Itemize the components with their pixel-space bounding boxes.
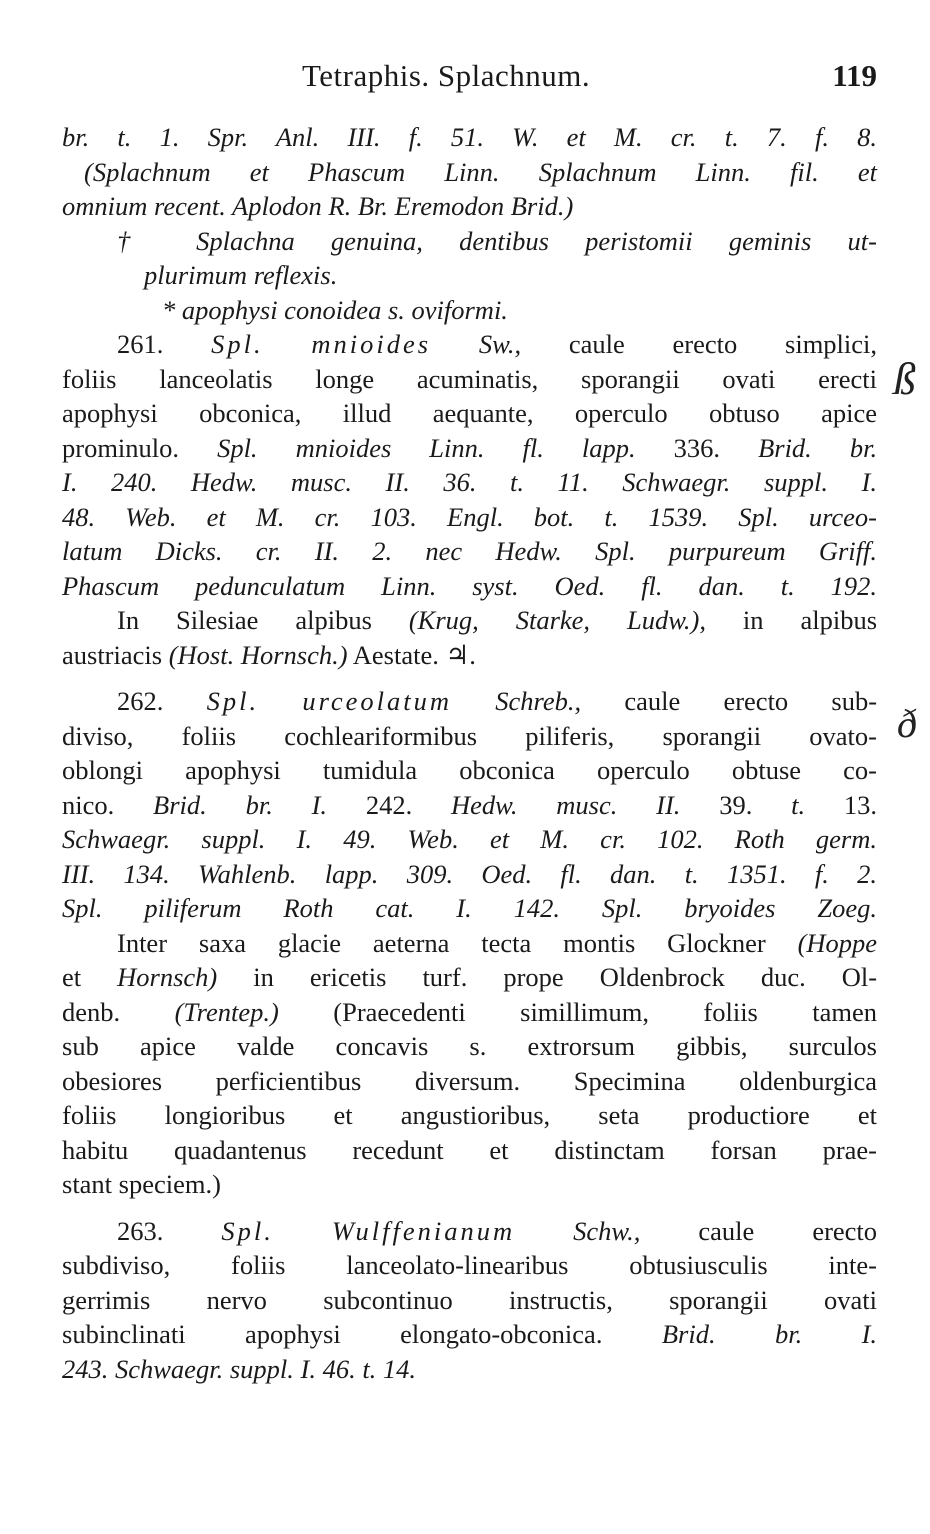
text-line: In Silesiae alpibus (Krug, Starke, Ludw.), in alpibus (117, 605, 878, 635)
text-line: 261. Spl. mnioides Sw., caule erecto simplici, (117, 329, 878, 359)
paragraph-gap (62, 1202, 877, 1214)
text-line: habitu quadantenus recedunt et distinctam forsan prae- (62, 1134, 877, 1165)
text-line: * apophysi conoidea s. oviformi. (162, 294, 508, 325)
text-line: austriacis (Host. Hornsch.) Aestate. ♃. (62, 639, 476, 670)
text-line: Phascum pedunculatum Linn. syst. Oed. fl. dan. t. 192. (62, 570, 877, 601)
text-line: obesiores perficientibus diversum. Specimina oldenburgica (62, 1065, 877, 1096)
text-line: † Splachna genuina, dentibus peristomii geminis ut- (117, 225, 877, 256)
text-line: denb. (Trentep.) (Praecedenti simillimum, foliis tamen (62, 996, 878, 1027)
text-line: Spl. piliferum Roth cat. I. 142. Spl. bryoides Zoeg. (62, 893, 877, 923)
text-line: oblongi apophysi tumidula obconica operculo obtuse co- (62, 755, 877, 785)
text-line: 48. Web. et M. cr. 103. Engl. bot. t. 1539. Spl. urceo- (62, 501, 877, 532)
text-line: III. 134. Wahlenb. lapp. 309. Oed. fl. dan. t. 1351. f. 2. (62, 858, 877, 889)
page-header (62, 58, 877, 98)
page-body (62, 120, 877, 1386)
text-line: gerrimis nervo subcontinuo instructis, sporangii ovati (62, 1284, 877, 1315)
text-line: br. t. 1. Spr. Anl. III. f. 51. W. et M. cr. t. 7. f. 8. (62, 122, 877, 152)
text-line: plurimum reflexis. (144, 260, 338, 290)
margin-note: ß (893, 353, 916, 404)
text-line: Schwaegr. suppl. I. 49. Web. et M. cr. 102. Roth germ. (62, 824, 877, 854)
text-line: Inter saxa glacie aeterna tecta montis Glockner (Hoppe (117, 927, 878, 958)
running-title: Tetraphis. Splachnum. (302, 58, 591, 93)
text-line: I. 240. Hedw. musc. II. 36. t. 11. Schwaegr. suppl. I. (62, 467, 877, 497)
paragraph-gap (62, 672, 877, 684)
text-line: et Hornsch) in ericetis turf. prope Oldenbrock duc. Ol- (62, 962, 878, 992)
text-line: nico. Brid. br. I. 242. Hedw. musc. II. 39. t. 13. (62, 789, 878, 820)
text-line: subinclinati apophysi elongato-obconica. Brid. br. I. (62, 1319, 878, 1349)
page-number: 119 (832, 58, 877, 93)
text-line: prominulo. Spl. mnioides Linn. fl. lapp. 336. Brid. br. (62, 432, 878, 463)
margin-note: ð (897, 701, 917, 746)
text-line: subdiviso, foliis lanceolato-linearibus obtusiusculis inte- (62, 1250, 877, 1280)
text-line: (Splachnum et Phascum Linn. Splachnum Linn. fil. et (84, 156, 877, 187)
text-line: diviso, foliis cochleariformibus piliferis, sporangii ovato- (62, 720, 877, 751)
text-line: stant speciem.) (62, 1169, 221, 1199)
text-line: 263. Spl. Wulffenianum Schw., caule erecto (117, 1215, 878, 1246)
text-line: foliis lanceolatis longe acuminatis, sporangii ovati erecti (62, 363, 877, 394)
text-line: sub apice valde concavis s. extrorsum gibbis, surculos (62, 1031, 877, 1061)
text-line: latum Dicks. cr. II. 2. nec Hedw. Spl. purpureum Griff. (62, 536, 877, 566)
text-line: omnium recent. Aplodon R. Br. Eremodon Brid.) (62, 191, 574, 221)
text-line: foliis longioribus et angustioribus, seta productiore et (62, 1100, 877, 1130)
text-line: 262. Spl. urceolatum Schreb., caule erecto sub- (117, 686, 878, 716)
text-line: apophysi obconica, illud aequante, operculo obtuso apice (62, 398, 877, 428)
text-line: 243. Schwaegr. suppl. I. 46. t. 14. (62, 1353, 417, 1384)
